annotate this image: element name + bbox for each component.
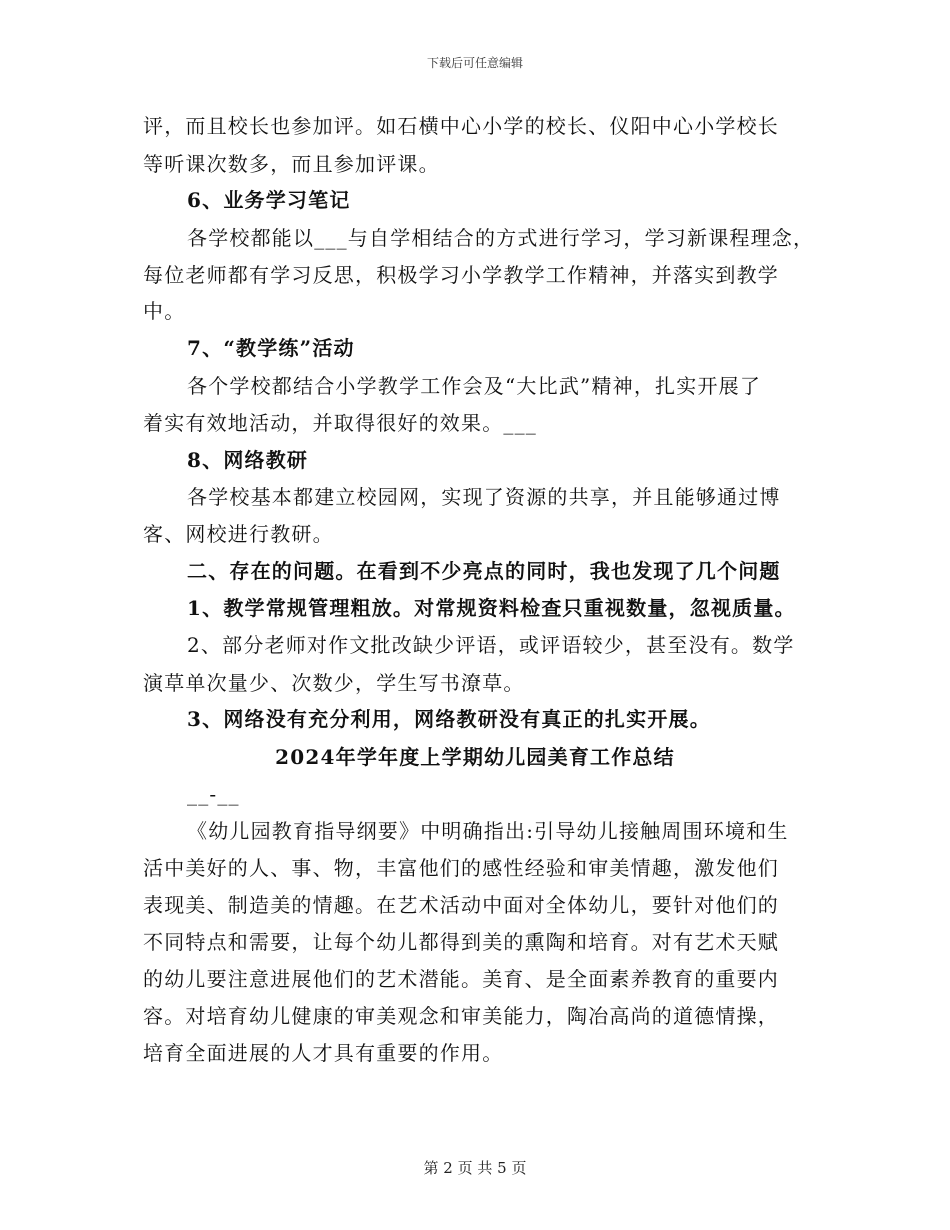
section-heading-6: 6、业务学习笔记 [187, 188, 351, 212]
paragraph-line: 不同特点和需要，让每个幼儿都得到美的熏陶和培育。对有艺术天赋 [143, 930, 779, 954]
paragraph-line: 等听课次数多，而且参加评课。 [143, 152, 440, 176]
paragraph-line: 各学校基本都建立校园网，实现了资源的共享，并且能够通过博 [187, 485, 781, 509]
blank-placeholder: __-__ [187, 782, 240, 806]
paragraph-line: 每位老师都有学习反思，积极学习小学教学工作精神，并落实到教学 [143, 263, 779, 287]
section-heading-7: 7、“教学练”活动 [187, 336, 355, 360]
paragraph-line: 各个学校都结合小学教学工作会及“大比武”精神，扎实开展了 [187, 374, 762, 398]
paragraph-line: 容。对培育幼儿健康的审美观念和审美能力，陶冶高尚的道德情操， [143, 1004, 779, 1028]
paragraph-line: 中。 [143, 299, 186, 323]
document-title: 2024年学年度上学期幼儿园美育工作总结 [275, 745, 675, 769]
page-footer: 第 2 页 共 5 页 [423, 1159, 527, 1177]
paragraph-line: 《幼儿园教育指导纲要》中明确指出:引导幼儿接触周围环境和生 [187, 819, 789, 843]
paragraph-line: 评，而且校长也参加评。如石横中心小学的校长、仪阳中心小学校长 [143, 114, 779, 138]
section-heading-problems: 二、存在的问题。在看到不少亮点的同时，我也发现了几个问题 [187, 559, 781, 583]
paragraph-line: 的幼儿要注意进展他们的艺术潜能。美育、是全面素养教育的重要内 [143, 967, 779, 991]
problem-item-3: 3、网络没有充分利用，网络教研没有真正的扎实开展。 [187, 707, 711, 731]
paragraph-line: 客、网校进行教研。 [143, 522, 334, 546]
page-header: 下载后可任意编辑 [426, 56, 523, 70]
paragraph-line: 培育全面进展的人才具有重要的作用。 [143, 1041, 504, 1065]
paragraph-line: 活中美好的人、事、物，丰富他们的感性经验和审美情趣，激发他们 [143, 856, 779, 880]
paragraph-line: 各学校都能以___与自学相结合的方式进行学习，学习新课程理念， [187, 226, 815, 250]
paragraph-line: 表现美、制造美的情趣。在艺术活动中面对全体幼儿，要针对他们的 [143, 893, 779, 917]
paragraph-line: 着实有效地活动，并取得很好的效果。___ [143, 411, 537, 435]
section-heading-8: 8、网络教研 [187, 448, 309, 472]
problem-item-2: 2、部分老师对作文批改缺少评语，或评语较少，甚至没有。数学 [187, 633, 795, 657]
problem-item-1: 1、教学常规管理粗放。对常规资料检查只重视数量，忽视质量。 [187, 596, 796, 620]
paragraph-line: 演草单次量少、次数少，学生写书潦草。 [143, 671, 525, 695]
